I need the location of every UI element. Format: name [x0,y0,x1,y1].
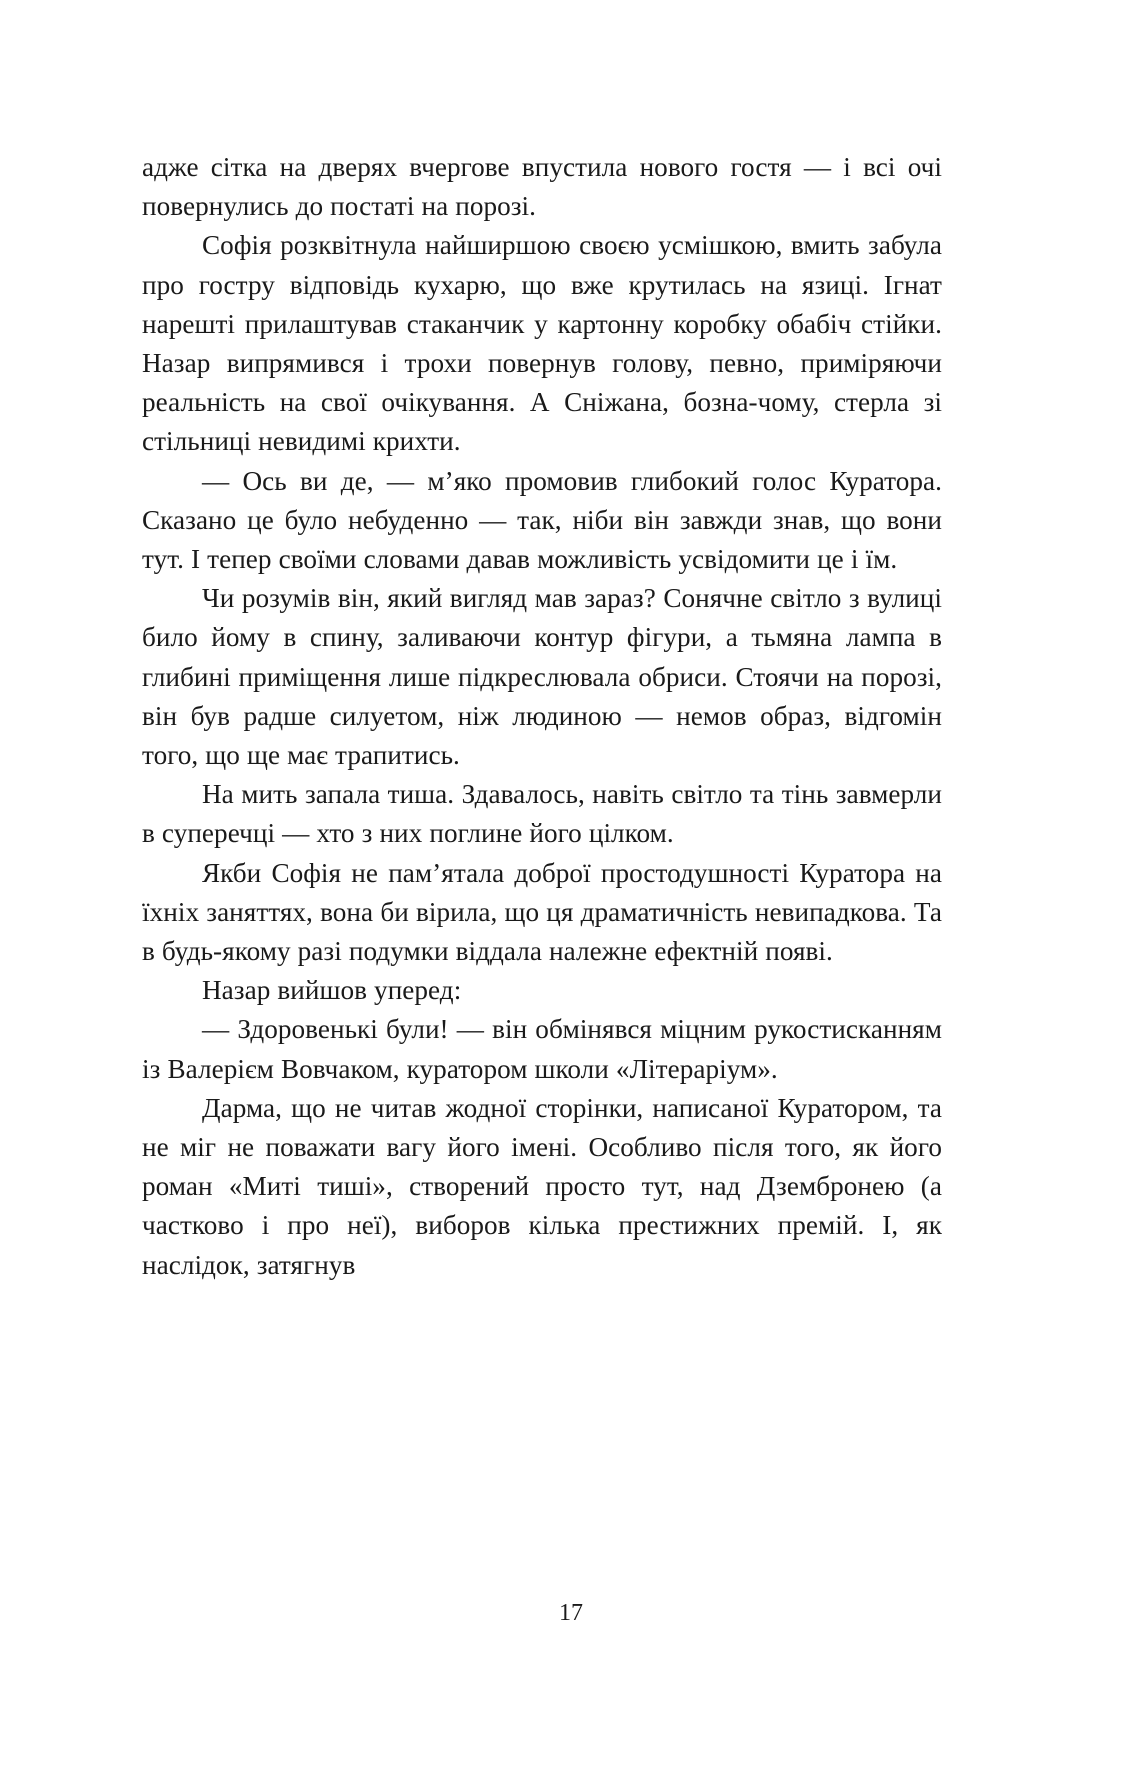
page-text-block [142,148,942,1285]
paragraph: Якби Софія не пам’ятала доброї простодушності Куратора на їхніх заняттях, вона би вірила, що ця драматичність невипадкова. Та в будь-якому разі подумки віддала належне ефектній появі. [142,857,942,967]
paragraph: Дарма, що не читав жодної сторінки, написаної Куратором, та не міг не поважати вагу його імені. Особливо після того, як його роман «Миті тиші», створений просто тут, над Дзембронею (а частково і про неї), виборов кілька престижних премій. І, як наслідок, затягнув [142,1092,942,1280]
paragraph: На мить запала тиша. Здавалось, навіть світло та тінь завмерли в суперечці — хто з них поглине його цілком. [142,779,942,849]
paragraph: Чи розумів він, який вигляд мав зараз? Сонячне світло з вулиці било йому в спину, заливаючи контур фігури, а тьмяна лампа в глибині приміщення лише підкреслювала обриси. Стоячи на порозі, він був радше силуетом, ніж людиною — немов образ, відгомін того, що ще має трапитись. [142,583,942,771]
paragraph: Софія розквітнула найширшою своєю усмішкою, вмить забула про гостру відповідь кухарю, що вже крутилась на язиці. Ігнат нарешті прилаштував стаканчик у картонну коробку обабіч стійки. Назар випрямився і трохи повернув голову, певно, приміряючи реальність на свої очікування. А Сніжана, бозна-чому, стерла зі стільниці невидимі крихти. [142,230,942,457]
paragraph: адже сітка на дверях вчергове впустила нового гостя — і всі очі повернулись до постаті на порозі. [142,152,942,222]
paragraph: Назар вийшов уперед: [202,975,462,1006]
paragraph: — Здоровенькі були! — він обмінявся міцним рукостисканням із Валерієм Вовчаком, куратором школи «Літераріум». [142,1014,942,1084]
paragraph: — Ось ви де, — м’яко промовив глибокий голос Куратора. Сказано це було небуденно — так, ніби він завжди знав, що вони тут. І тепер своїми словами давав можливість усвідомити це і їм. [142,465,942,575]
page-number: 17 [559,1600,583,1626]
